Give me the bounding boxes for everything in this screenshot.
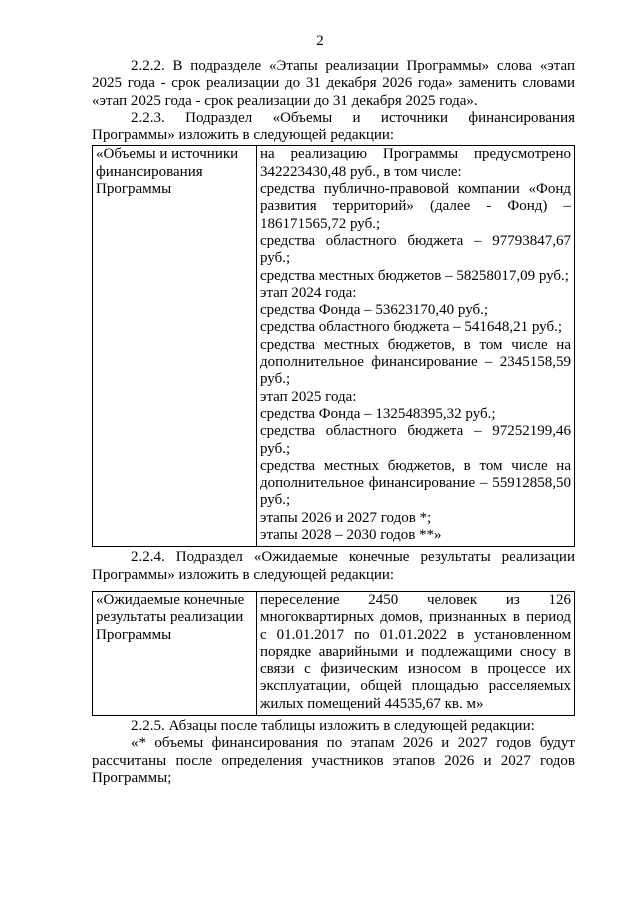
- paragraph-2-2-2: 2.2.2. В подразделе «Этапы реализации Программы» слова «этап 2025 года - срок реализации до 31 декабря 2026 года» заменить словами «этап 2025 года - срок реализации до 31 декабря 2025 года».: [92, 58, 575, 109]
- results-label-cell: «Ожидаемые конечные результаты реализации Программы: [93, 591, 257, 715]
- financing-table: [92, 145, 575, 547]
- financing-line: этап 2025 года:: [260, 388, 357, 405]
- financing-line: средства местных бюджетов – 58258017,09 руб.;: [260, 267, 569, 284]
- results-value-cell: [257, 591, 575, 715]
- financing-line: средства Фонда – 132548395,32 руб.;: [260, 405, 496, 422]
- financing-label-cell: «Объемы и источники финансирования Программы: [93, 146, 257, 547]
- financing-line: этапы 2028 – 2030 годов **»: [260, 527, 442, 544]
- financing-line: на реализацию Программы предусмотрено 342223430,48 руб., в том числе:: [260, 146, 571, 180]
- page-number: 2: [316, 33, 324, 49]
- paragraph-2-2-3: 2.2.3. Подраздел «Объемы и источники финансирования Программы» изложить в следующей редакции:: [92, 109, 575, 144]
- financing-line: средства областного бюджета – 97793847,67 руб.;: [260, 232, 571, 267]
- paragraph-footnote: «* объемы финансирования по этапам 2026 и 2027 годов будут рассчитаны после определения участников этапов 2026 и 2027 годов Программы;: [92, 735, 575, 786]
- financing-line: средства местных бюджетов, в том числе на дополнительное финансирование – 2345158,59 руб.;: [260, 336, 571, 388]
- financing-line: средства областного бюджета – 97252199,46 руб.;: [260, 423, 571, 457]
- results-text: переселение 2450 человек из 126 многоквартирных домов, признанных в период с 01.01.2017 по 01.01.2022 в установленном порядке аварийными и подлежащими сносу в связи с физическим износом в процессе их эксплуатации, общей площадью расселяемых жилых помещений 44535,67 кв. м»: [260, 591, 571, 712]
- financing-line: средства Фонда – 53623170,40 руб.;: [260, 302, 489, 319]
- results-row: [93, 591, 575, 715]
- results-table: [92, 591, 575, 716]
- financing-line: этап 2024 года:: [260, 284, 357, 301]
- financing-line: средства местных бюджетов, в том числе на дополнительное финансирование – 55912858,50 руб.;: [260, 457, 571, 509]
- paragraph-2-2-5: 2.2.5. Абзацы после таблицы изложить в следующей редакции:: [131, 717, 535, 734]
- financing-row: [93, 146, 575, 547]
- financing-line: средства публично-правовой компании «Фонд развития территорий» (далее - Фонд) – 186171565,72 руб.;: [260, 181, 571, 232]
- financing-line: этапы 2026 и 2027 годов *;: [260, 509, 432, 526]
- paragraph-2-2-4: 2.2.4. Подраздел «Ожидаемые конечные результаты реализации Программы» изложить в следующей редакции:: [92, 549, 575, 583]
- document-body: [92, 58, 575, 787]
- financing-value-cell: [257, 146, 575, 547]
- financing-line: средства областного бюджета – 541648,21 руб.;: [260, 319, 563, 336]
